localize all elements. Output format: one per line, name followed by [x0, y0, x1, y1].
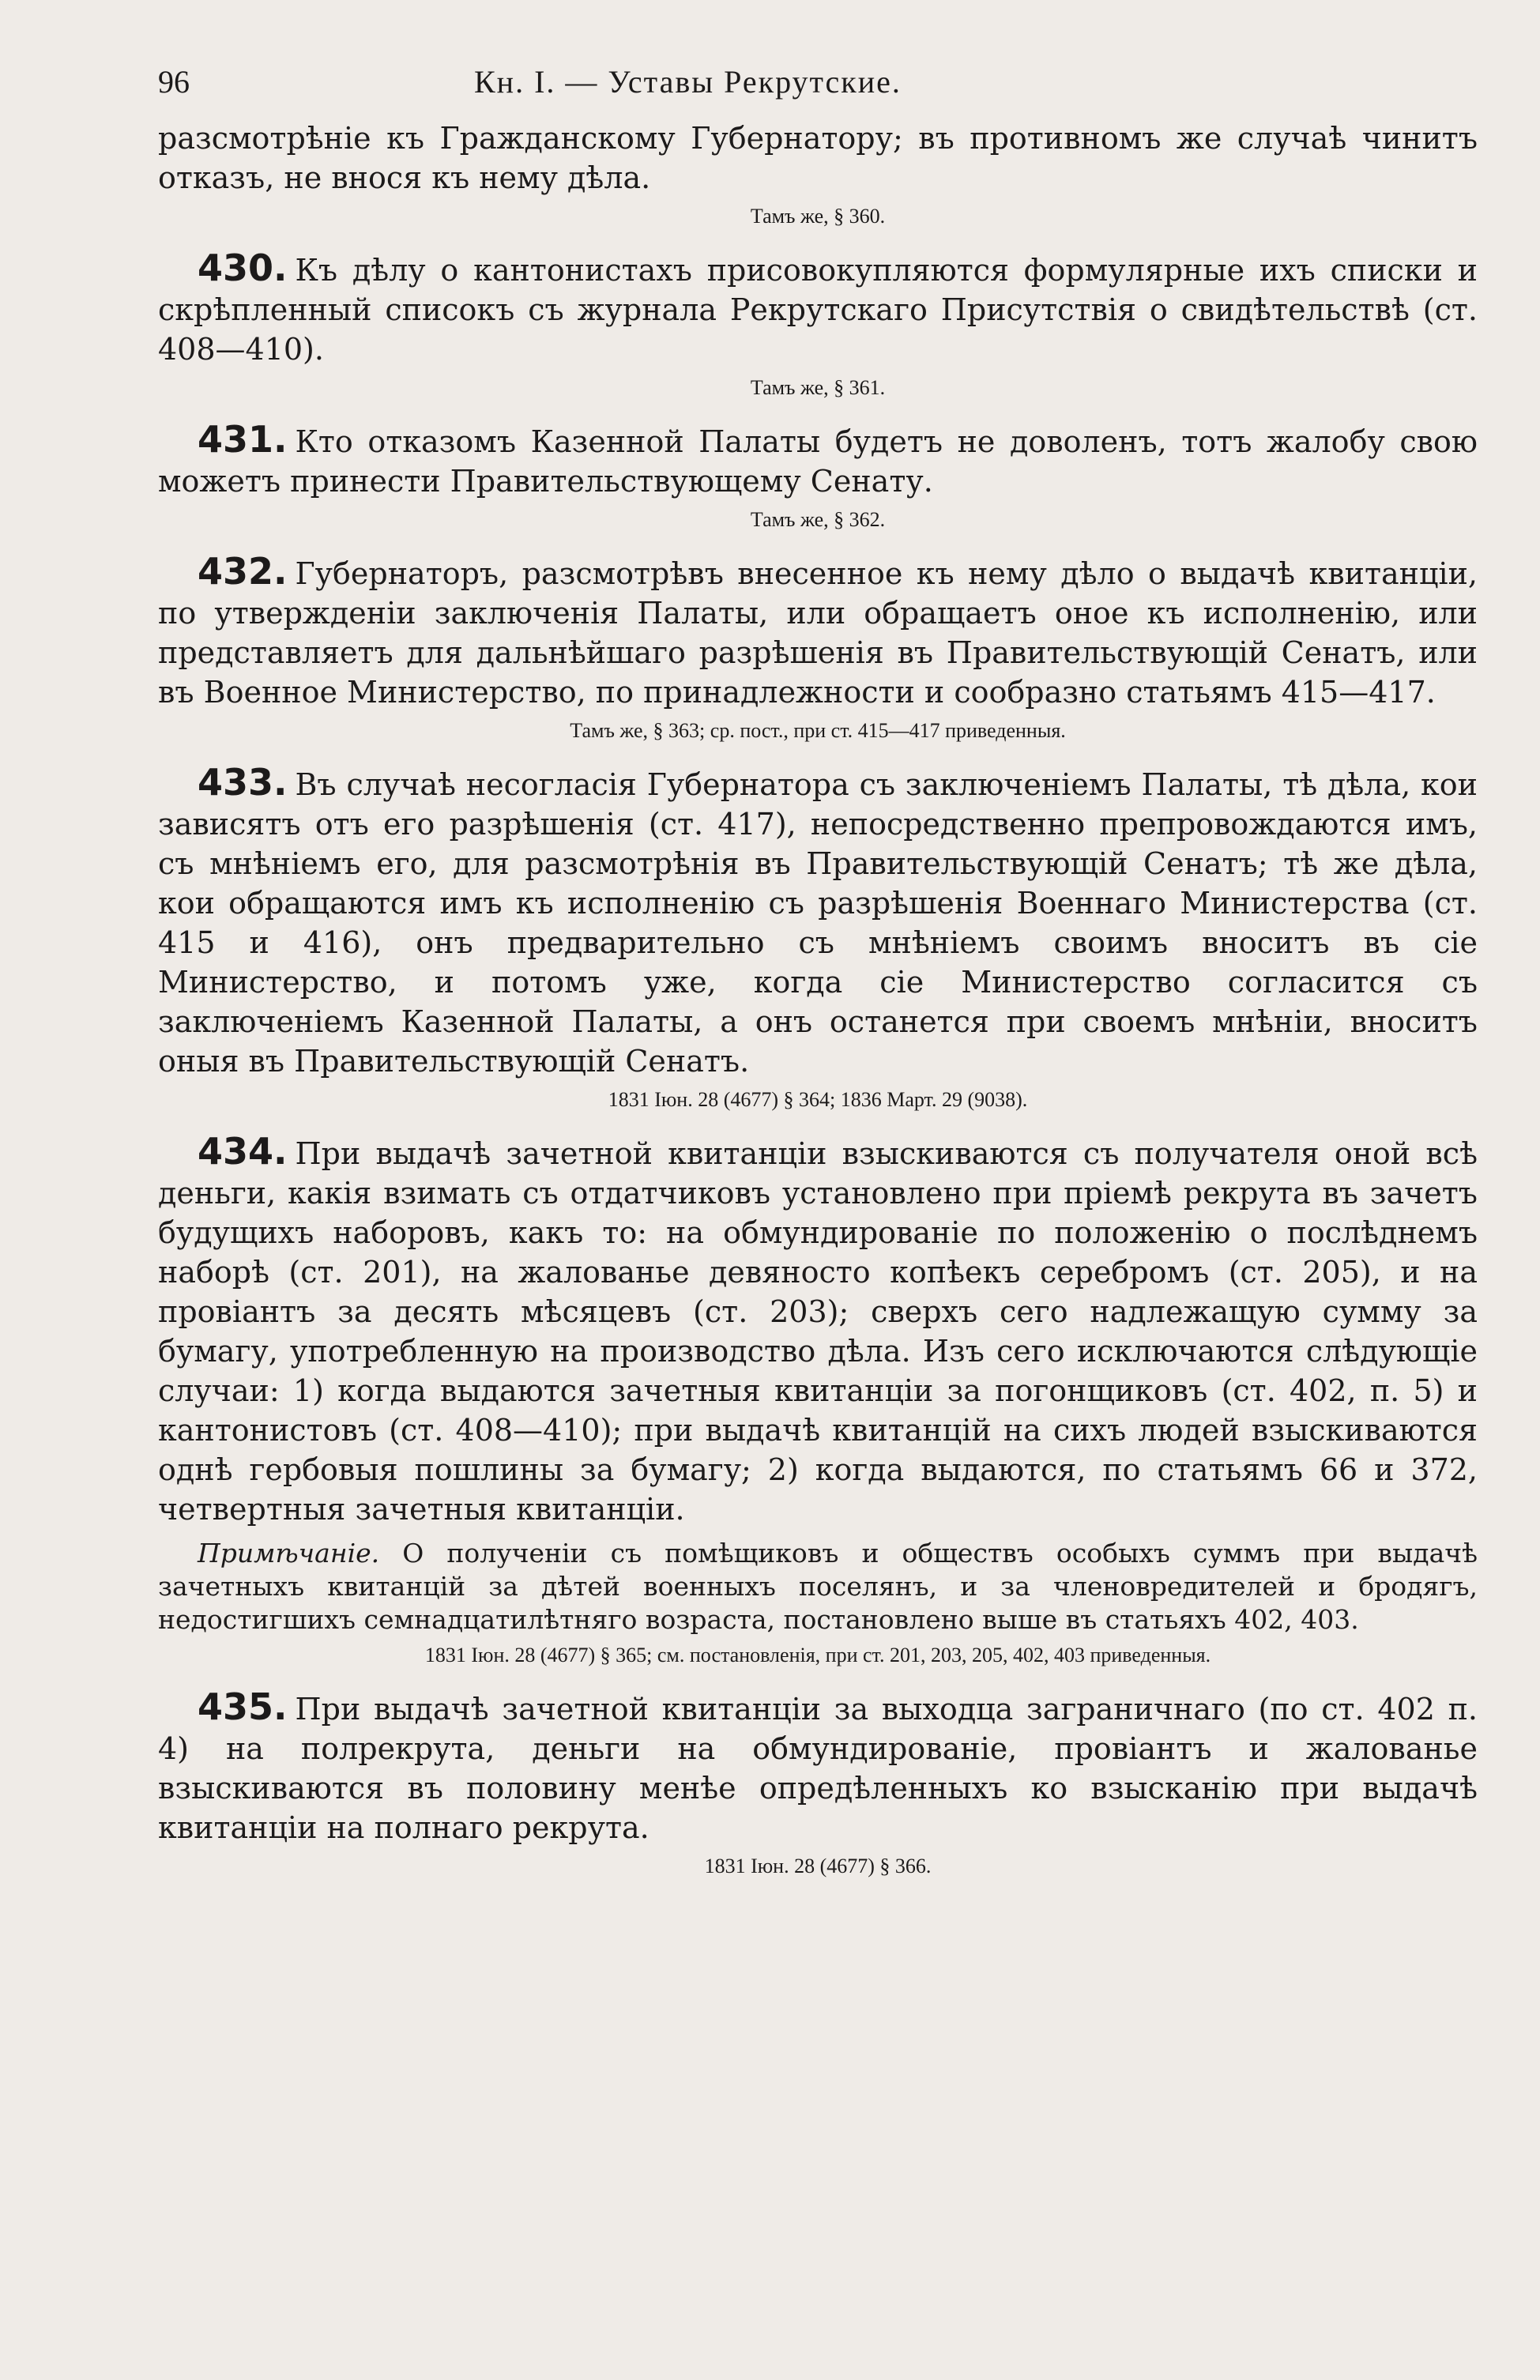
- source-citation: Тамъ же, § 363; ср. пост., при ст. 415—417 приведенныя.: [570, 719, 1066, 742]
- article-435: [158, 1687, 1478, 1881]
- source-citation: Тамъ же, § 362.: [750, 508, 886, 531]
- article-text: При выдачѣ зачетной квитанціи за выходца заграничнаго (по ст. 402 п. 4) на полрекрута, деньги на обмундированіе, провіантъ и жалованье взыскиваются въ половину менѣе опредѣленныхъ ко взысканію при выдачѣ квитанціи на полнаго рекрута.: [158, 1692, 1478, 1845]
- article-number: 434.: [198, 1130, 288, 1173]
- article-number: 430.: [198, 247, 288, 289]
- article-430: [158, 248, 1478, 402]
- article-paragraph: [158, 420, 1478, 501]
- text-block: [158, 55, 1478, 1898]
- note-label: Примѣчаніе.: [198, 1538, 380, 1568]
- article-paragraph: [158, 552, 1478, 712]
- source-citation: 1831 Іюн. 28 (4677) § 365; см. постановленія, при ст. 201, 203, 205, 402, 403 приведенныя.: [424, 1644, 1211, 1666]
- article-paragraph: [158, 1687, 1478, 1847]
- article-number: 433.: [198, 761, 288, 804]
- article-433: [158, 763, 1478, 1114]
- article-text: Губернаторъ, разсмотрѣвъ внесенное къ нему дѣло о выдачѣ квитанціи, по утвержденіи заключенія Палаты, или обращаетъ оное къ исполненію, или представляетъ для дальнѣйшаго разрѣшенія въ Правительствующій Сенатъ, или въ Военное Министерство, по принадлежности и сообразно статьямъ 415—417.: [158, 556, 1478, 710]
- running-head: Кн. I. — Уставы Рекрутские.: [474, 64, 902, 100]
- source-citation: 1831 Іюн. 28 (4677) § 366.: [704, 1855, 932, 1877]
- article-432: [158, 552, 1478, 745]
- article-434: [158, 1132, 1478, 1670]
- source-citation: Тамъ же, § 360.: [750, 205, 886, 228]
- article-number: 435.: [198, 1685, 288, 1728]
- article-number: 431.: [198, 418, 288, 461]
- article-number: 432.: [198, 550, 288, 593]
- article-paragraph: [158, 1132, 1478, 1529]
- source-citation: 1831 Іюн. 28 (4677) § 364; 1836 Март. 29 (9038).: [608, 1088, 1028, 1111]
- article-text: При выдачѣ зачетной квитанціи взыскиваются съ получателя оной всѣ деньги, какія взимать съ отдатчиковъ установлено при пріемѣ рекрута въ зачетъ будущихъ наборовъ, какъ то: на обмундированіе по положенію о послѣднемъ наборѣ (ст. 201), на жалованье девяносто копѣекъ серебромъ (ст. 205), и на провіантъ за десять мѣсяцевъ (ст. 203); сверхъ сего надлежащую сумму за бумагу, употребленную на производство дѣла. Изъ сего исключаются слѣдующіе случаи: 1) когда выдаются зачетныя квитанціи за погонщиковъ (ст. 402, п. 5) и кантонистовъ (ст. 408—410); при выдачѣ квитанцій на сихъ людей взыскиваются однѣ гербовыя пошлины за бумагу; 2) когда выдаются, по статьямъ 66 и 372, четвертныя зачетныя квитанціи.: [158, 1136, 1478, 1527]
- article-text: Кто отказомъ Казенной Палаты будетъ не доволенъ, тотъ жалобу свою можетъ принести Правительствующему Сенату.: [158, 424, 1478, 499]
- article-431: [158, 420, 1478, 534]
- continuation-text: разсмотрѣніе къ Гражданскому Губернатору; въ противномъ же случаѣ чинитъ отказъ, не внося къ нему дѣла.: [158, 121, 1478, 195]
- page-number: 96: [158, 64, 190, 100]
- article-paragraph: [158, 248, 1478, 369]
- page-header: [158, 55, 1478, 119]
- article-paragraph: [158, 763, 1478, 1081]
- source-citation: Тамъ же, § 361.: [750, 376, 886, 399]
- article-text: Къ дѣлу о кантонистахъ присовокупляются формулярные ихъ списки и скрѣпленный списокъ съ журнала Рекрутскаго Присутствія о свидѣтельствѣ (ст. 408—410).: [158, 253, 1478, 367]
- article-text: Въ случаѣ несогласія Губернатора съ заключеніемъ Палаты, тѣ дѣла, кои зависятъ отъ его разрѣшенія (ст. 417), непосредственно препровождаются имъ, съ мнѣніемъ его, для разсмотрѣнія въ Правительствующій Сенатъ; тѣ же дѣла, кои обращаются имъ къ исполненію съ разрѣшенія Военнаго Министерства (ст. 415 и 416), онъ предварительно съ мнѣніемъ своимъ вноситъ въ сіе Министерство, и потомъ уже, когда сіе Министерство согласится съ заключеніемъ Казенной Палаты, а онъ останется при своемъ мнѣніи, вноситъ оныя въ Правительствующій Сенатъ.: [158, 767, 1478, 1079]
- note-paragraph: [158, 1537, 1478, 1636]
- note-text: О полученіи съ помѣщиковъ и обществъ особыхъ суммъ при выдачѣ зачетныхъ квитанцій за дѣтей военныхъ поселянъ, и за членовредителей и бродягъ, недостигшихъ семнадцатилѣтняго возраста, постановлено выше въ статьяхъ 402, 403.: [158, 1538, 1478, 1635]
